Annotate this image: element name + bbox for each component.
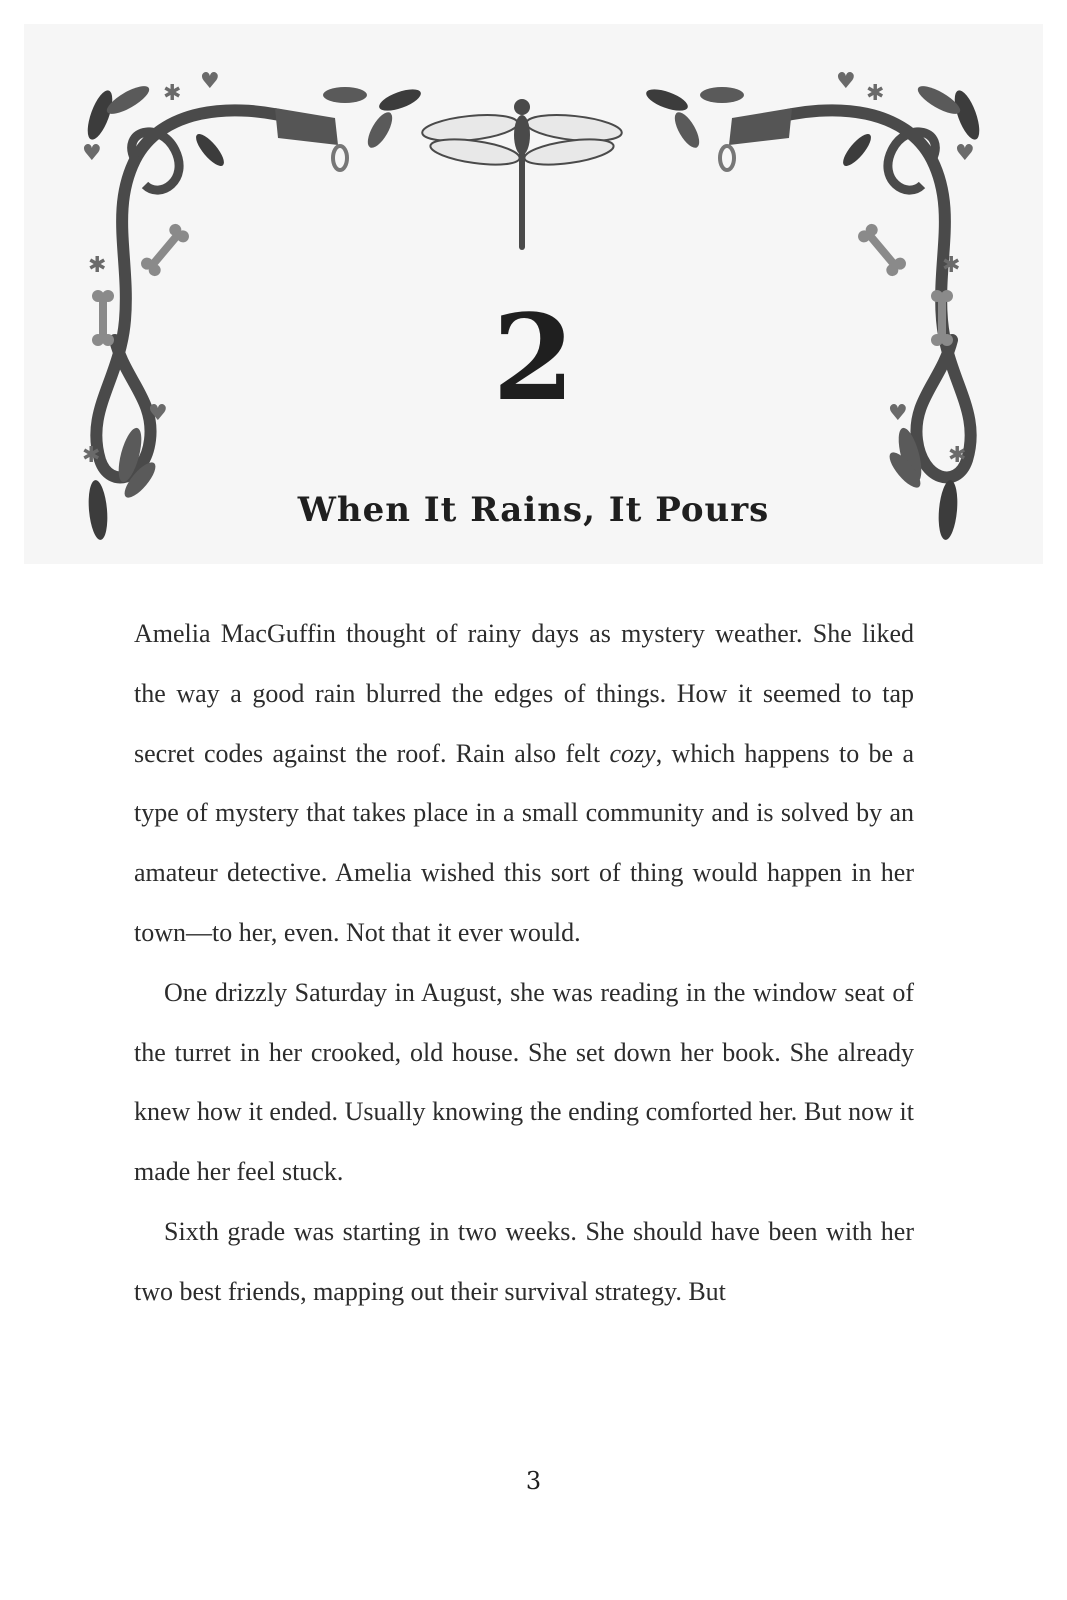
page-number: 3 [525,1467,542,1495]
svg-text:♥: ♥ [148,401,168,426]
svg-text:✱: ✱ [82,443,101,468]
chapter-title: When It Rains, It Pours [297,490,770,530]
svg-text:♥: ♥ [888,401,908,426]
svg-text:♥: ♥ [955,141,975,166]
paragraph-3: Sixth grade was starting in two weeks. She should have been with her two best friends, mapping out their survival strategy. But [134,1216,914,1306]
svg-text:✱: ✱ [88,253,107,278]
paragraph-1-text-end: , which happens to be a type of mystery that takes place in a small community and is solved by an amateur detective. Amelia wished this sort of thing would happen in her town—to her, even. Not that it ever would. [134,738,914,947]
svg-text:✱: ✱ [948,443,967,468]
body-text [134,604,914,1322]
svg-text:♥: ♥ [82,141,102,166]
svg-text:✱: ✱ [866,81,885,106]
svg-text:✱: ✱ [942,253,961,278]
paragraph-1-text: Amelia MacGuffin thought of rainy days as mystery weather. She liked the way a good rain blurred the edges of things. How it seemed to tap secret codes against the roof. Rain also felt [134,619,914,768]
paragraph-1 [134,604,914,963]
svg-text:♥: ♥ [200,69,220,94]
svg-text:✱: ✱ [163,81,182,106]
chapter-number: 2 [492,288,575,427]
svg-text:♥: ♥ [836,69,856,94]
paragraph-2: One drizzly Saturday in August, she was reading in the window seat of the turret in her crooked, old house. She set down her book. She already knew how it ended. Usually knowing the ending comforted her. But now it made her feel stuck. [134,977,914,1187]
paragraph-1-emphasis: cozy [609,738,656,768]
dragonfly-icon [421,99,623,250]
